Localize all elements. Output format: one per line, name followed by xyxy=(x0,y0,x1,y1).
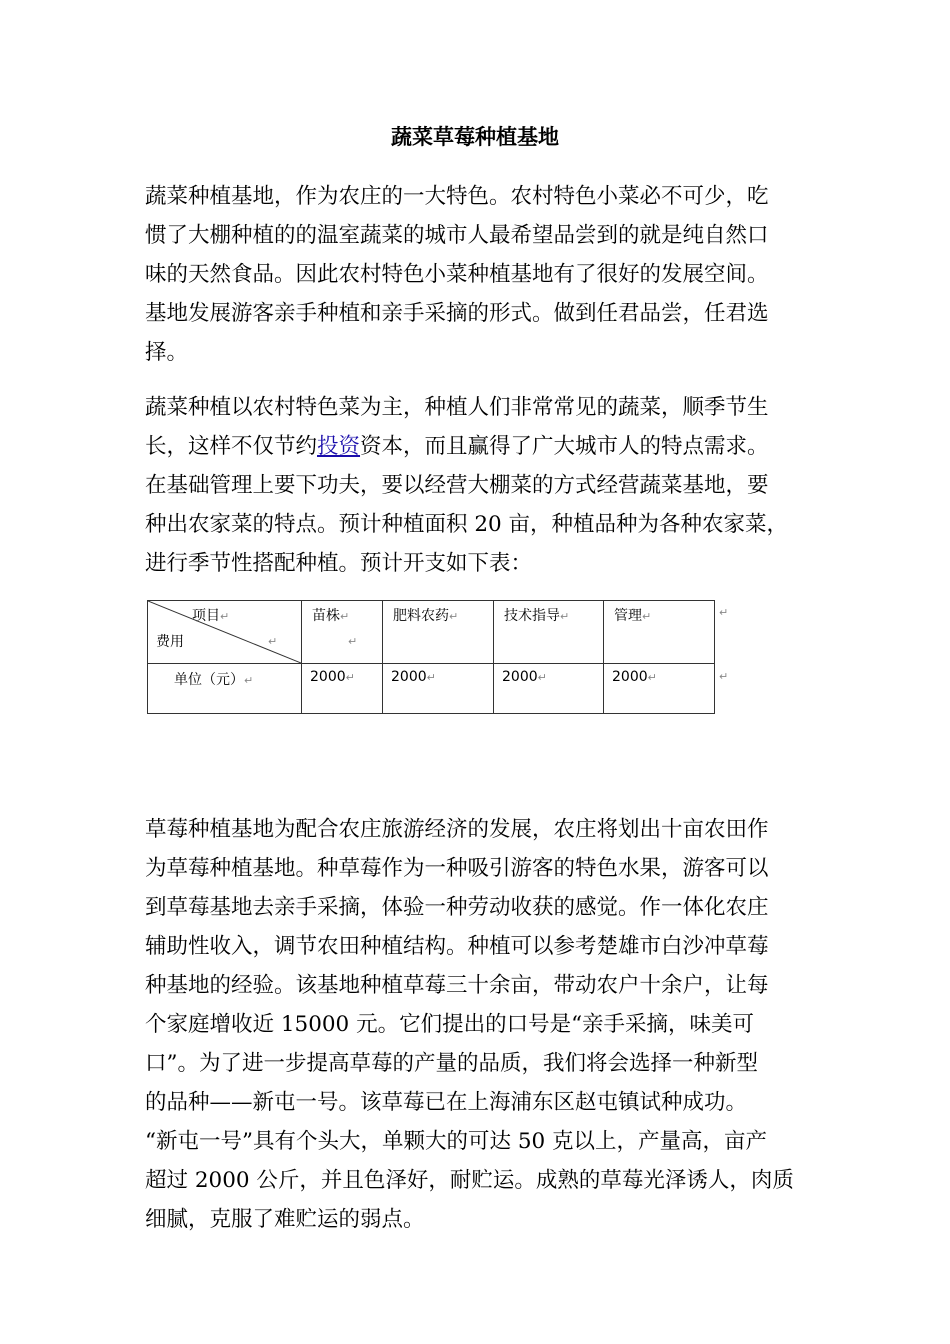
column-header: 技术指导↵ xyxy=(494,601,604,664)
investment-link[interactable]: 投资 xyxy=(317,434,361,459)
value-cell: 2000↵ xyxy=(383,664,494,714)
text-line: 基地发展游客亲手种植和亲手采摘的形式。做到任君品尝，任君选 xyxy=(145,301,769,326)
cell-value: 2000 xyxy=(502,669,538,685)
row-end-mark: ↵ xyxy=(719,670,729,683)
column-label: 技术指导 xyxy=(504,608,560,624)
text-line: 超过 2000 公斤，并且色泽好，耐贮运。成熟的草莓光泽诱人，肉质 xyxy=(145,1168,794,1193)
cell-value: 2000 xyxy=(612,669,648,685)
text-line: 种基地的经验。该基地种植草莓三十余亩，带动农户十余户，让每 xyxy=(145,973,769,998)
cell-mark: ↵ xyxy=(348,635,358,648)
text-line: 草莓种植基地为配合农庄旅游经济的发展，农庄将划出十亩农田作 xyxy=(145,817,769,842)
row-end-mark: ↵ xyxy=(719,606,729,619)
table-header-diagonal-cell xyxy=(148,601,302,664)
cell-mark: ↵ xyxy=(268,635,278,648)
header-item-label: 项目↵ xyxy=(192,608,230,624)
text-line: 口”。为了进一步提高草莓的产量的品质，我们将会选择一种新型 xyxy=(145,1051,758,1076)
text-line: 细腻，克服了难贮运的弱点。 xyxy=(145,1207,425,1232)
value-cell: 2000↵ xyxy=(302,664,383,714)
cell-value: 2000 xyxy=(310,669,346,685)
cost-table xyxy=(147,600,715,714)
text-line: 进行季节性搭配种植。预计开支如下表： xyxy=(145,551,533,576)
header-cost-label: 费用 xyxy=(156,634,184,650)
text-line: 辅助性收入，调节农田种植结构。种植可以参考楚雄市白沙冲草莓 xyxy=(145,934,769,959)
column-label: 管理 xyxy=(614,608,642,624)
text-line xyxy=(145,427,805,466)
value-cell: 2000↵ xyxy=(494,664,604,714)
column-header: 管理↵ xyxy=(604,601,715,664)
row-label: 单位（元） xyxy=(174,672,244,688)
document-title: 蔬菜草莓种植基地 xyxy=(391,124,559,149)
row-label-cell: 单位（元）↵ xyxy=(148,664,302,714)
text-segment: 资本，而且赢得了广大城市人的特点需求。 xyxy=(360,434,769,459)
cell-value: 2000 xyxy=(391,669,427,685)
paragraph-strawberry-base xyxy=(145,810,805,1239)
text-line: 味的天然食品。因此农村特色小菜种植基地有了很好的发展空间。 xyxy=(145,262,769,287)
value-cell: 2000↵ xyxy=(604,664,715,714)
paragraph-vegetable-planting xyxy=(145,388,805,583)
text-line: 个家庭增收近 15000 元。它们提出的口号是“亲手采摘，味美可 xyxy=(145,1012,755,1037)
text-line: 到草莓基地去亲手采摘，体验一种劳动收获的感觉。作一体化农庄 xyxy=(145,895,769,920)
text-segment: 长，这样不仅节约 xyxy=(145,434,318,459)
column-header: 肥料农药↵ xyxy=(383,601,494,664)
column-header: 苗株↵ ↵ xyxy=(302,601,383,664)
column-label: 苗株 xyxy=(312,608,340,624)
text-line: 择。 xyxy=(145,340,189,365)
text-line: “新屯一号”具有个头大，单颗大的可达 50 克以上，产量高，亩产 xyxy=(145,1129,768,1154)
column-label: 肥料农药 xyxy=(393,608,449,624)
text-line: 种出农家菜的特点。预计种植面积 20 亩，种植品种为各种农家菜， xyxy=(145,512,789,537)
text-line: 惯了大棚种植的的温室蔬菜的城市人最希望品尝到的就是纯自然口 xyxy=(145,223,769,248)
text-line: 在基础管理上要下功夫，要以经营大棚菜的方式经营蔬菜基地，要 xyxy=(145,473,769,498)
paragraph-vegetable-base xyxy=(145,177,805,372)
text-line: 蔬菜种植以农村特色菜为主，种植人们非常常见的蔬菜，顺季节生 xyxy=(145,395,769,420)
text-line: 为草莓种植基地。种草莓作为一种吸引游客的特色水果，游客可以 xyxy=(145,856,769,881)
text-line: 蔬菜种植基地，作为农庄的一大特色。农村特色小菜必不可少，吃 xyxy=(145,184,769,209)
text-line: 的品种——新屯一号。该草莓已在上海浦东区赵屯镇试种成功。 xyxy=(145,1090,748,1115)
